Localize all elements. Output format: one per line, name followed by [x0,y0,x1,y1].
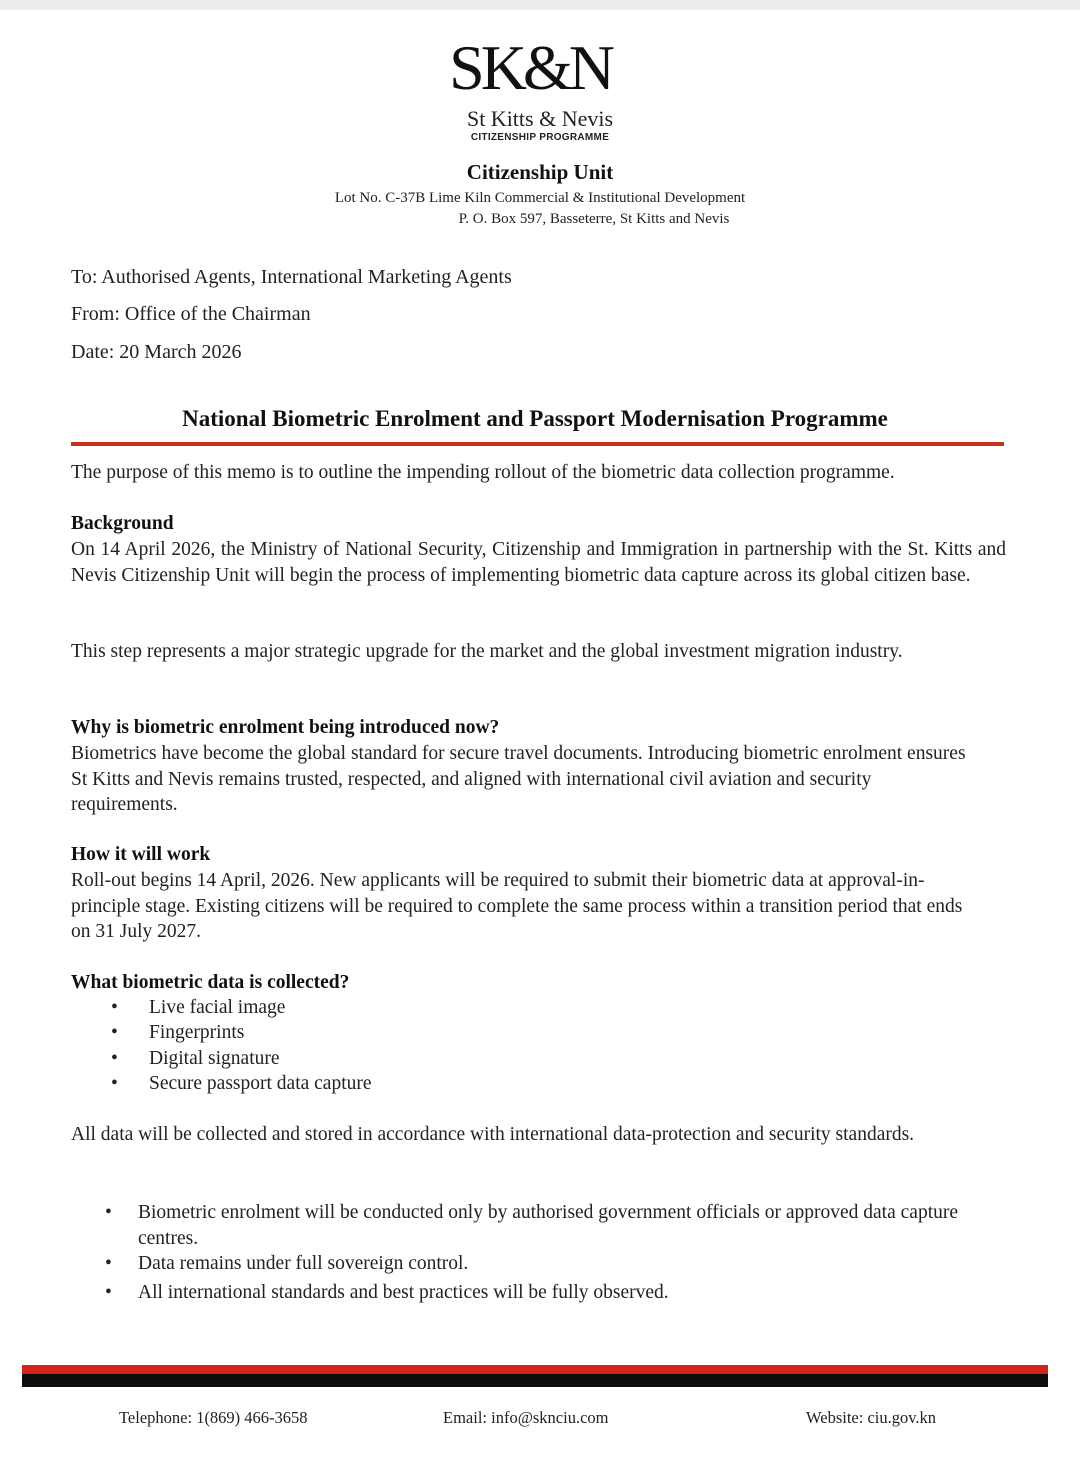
biometric-data-list [71,995,372,1096]
why-paragraph: Biometrics have become the global standard for secure travel documents. Introducing biometric enrolment ensures St Kitts and Nevis remains trusted, respected, and aligned with international civil aviation and security requirements. [71,743,966,815]
footer-website: Website: ciu.gov.kn [806,1408,937,1427]
assurances-list [71,1200,1006,1305]
why-heading: Why is biometric enrolment being introduced now? [71,717,500,738]
document-title: National Biometric Enrolment and Passport Modernisation Programme [182,406,888,431]
bullet-icon: • [105,1281,112,1303]
bullet-icon: • [111,997,118,1018]
bullet-icon: • [105,1253,112,1274]
storage-paragraph: All data will be collected and stored in accordance with international data-protection and security standards. [71,1124,915,1145]
bullet-icon: • [111,1072,118,1094]
title-divider [71,442,1004,446]
address [0,188,1080,230]
address-line-2: P. O. Box 597, Basseterre, St Kitts and Nevis [458,211,730,227]
unit-title: Citizenship Unit [466,160,614,184]
intro-paragraph: The purpose of this memo is to outline the impending rollout of the biometric data collection programme. [71,462,895,483]
strategic-paragraph: This step represents a major strategic upgrade for the market and the global investment migration industry. [71,641,903,662]
letterhead [0,32,1080,230]
what-heading: What biometric data is collected? [71,972,350,993]
memo-from: From: Office of the Chairman [71,303,311,325]
bullet-icon: • [111,1022,118,1044]
top-band [0,0,1080,10]
sknlogo-wordmark: SK&N [449,32,611,103]
list-item: • Biometric enrolment will be conducted only by authorised government officials or approved data capture centres. [105,1202,959,1249]
how-paragraph: Roll-out begins 14 April, 2026. New applicants will be required to submit their biometric data at approval-in-principle stage. Existing citizens will be required to complete the same process within a transition period that ends on 31 July 2027. [71,870,963,942]
brand-name: St Kitts & Nevis [466,106,614,131]
list-item: • Digital signature [71,1046,372,1071]
list-item: • Fingerprints [71,1020,372,1045]
list-item: • Secure passport data capture [71,1071,372,1096]
list-item: • Live facial image [71,995,372,1020]
memo-date: Date: 20 March 2026 [71,341,242,363]
address-line-1: Lot No. C-37B Lime Kiln Commercial & Institutional Development [334,190,746,206]
footer-red-bar [22,1365,1048,1374]
bullet-icon: • [111,1047,118,1069]
background-paragraph: On 14 April 2026, the Ministry of National Security, Citizenship and Immigration in partnership with the St. Kitts and Nevis Citizenship Unit will begin the process of implementing biometric data capture across its global citizen base. [71,539,1006,586]
bullet-icon: • [105,1202,112,1223]
how-heading: How it will work [71,844,211,865]
footer-email: Email: info@sknciu.com [443,1408,609,1427]
background-heading: Background [71,513,174,534]
footer-black-bar [22,1374,1048,1387]
list-item: • All international standards and best practices will be fully observed. [71,1280,1006,1306]
memo-to: To: Authorised Agents, International Marketing Agents [71,266,512,288]
brand-subtitle: CITIZENSHIP PROGRAMME [470,132,610,143]
footer-telephone: Telephone: 1(869) 466-3658 [119,1408,308,1427]
list-item: • Data remains under full sovereign control. [71,1251,1006,1277]
